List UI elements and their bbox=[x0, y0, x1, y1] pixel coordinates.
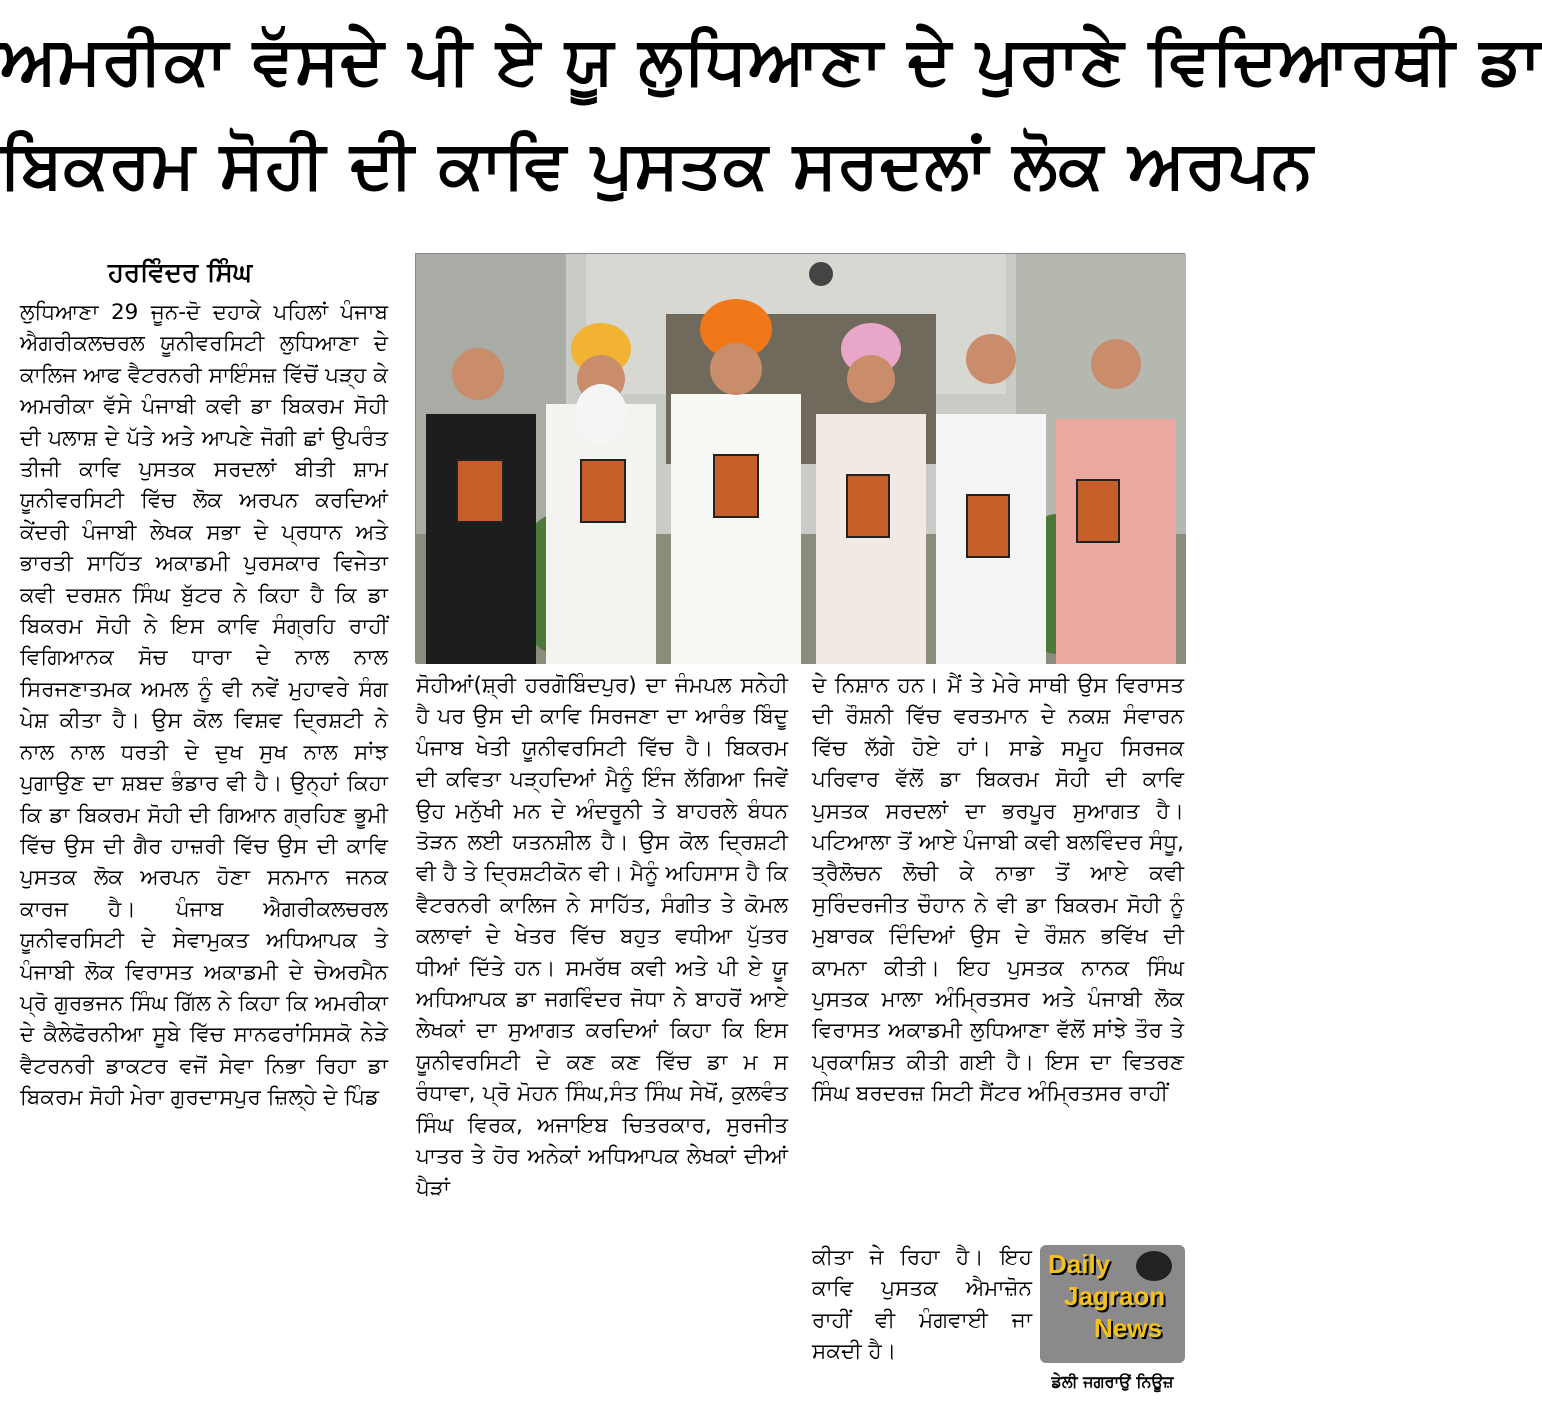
article-column-1: ਲੁਧਿਆਣਾ 29 ਜੂਨ-ਦੋ ਦਹਾਕੇ ਪਹਿਲਾਂ ਪੰਜਾਬ ਐਗਰੀਕਲਚਰਲ ਯੂਨੀਵਰਸਿਟੀ ਲੁਧਿਆਣਾ ਦੇ ਕਾਲਿਜ ਆਫ ਵੈਟਰਨਰੀ ਸਾਇੰਸਜ਼ ਵਿੱਚੋਂ ਪੜ੍ਹ ਕੇ ਅਮਰੀਕਾ ਵੱਸੇ ਪੰਜਾਬੀ ਕਵੀ ਡਾ ਬਿਕਰਮ ਸੋਹੀ ਦੀ ਪਲਾਸ਼ ਦੇ ਪੱਤੇ ਅਤੇ ਆਪਣੇ ਜੋਗੀ ਛਾਂ ਉਪਰੰਤ ਤੀਜੀ ਕਾਵਿ ਪੁਸਤਕ ਸਰਦਲਾਂ ਬੀਤੀ ਸ਼ਾਮ ਯੂਨੀਵਰਸਿਟੀ ਵਿੱਚ ਲੋਕ ਅਰਪਨ ਕਰਦਿਆਂ ਕੇਂਦਰੀ ਪੰਜਾਬੀ ਲੇਖਕ ਸਭਾ ਦੇ ਪ੍ਰਧਾਨ ਅਤੇ ਭਾਰਤੀ ਸਾਹਿੱਤ ਅਕਾਡਮੀ ਪੁਰਸਕਾਰ ਵਿਜੇਤਾ ਕਵੀ ਦਰਸ਼ਨ ਸਿੰਘ ਬੁੱਟਰ ਨੇ ਕਿਹਾ ਹੈ ਕਿ ਡਾ ਬਿਕਰਮ ਸੋਹੀ ਨੇ ਇਸ ਕਾਵਿ ਸੰਗ੍ਰਹਿ ਰਾਹੀਂ ਵਿਗਿਆਨਕ ਸੋਚ ਧਾਰਾ ਦੇ ਨਾਲ ਨਾਲ ਸਿਰਜਣਾਤਮਕ ਅਮਲ ਨੂੰ ਵੀ ਨਵੇਂ ਮੁਹਾਵਰੇ ਸੰਗ ਪੇਸ਼ ਕੀਤਾ ਹੈ। ਉਸ ਕੋਲ ਵਿਸ਼ਵ ਦ੍ਰਿਸ਼ਟੀ ਨੇ ਨਾਲ ਨਾਲ ਧਰਤੀ ਦੇ ਦੁਖ ਸੁਖ ਨਾਲ ਸਾਂਝ ਪੁਗਾਉਣ ਦਾ ਸ਼ਬਦ ਭੰਡਾਰ ਵੀ ਹੈ। ਉਨ੍ਹਾਂ ਕਿਹਾ ਕਿ ਡਾ ਬਿਕਰਮ ਸੋਹੀ ਦੀ ਗਿਆਨ ਗ੍ਰਹਿਣ ਭੂਮੀ ਵਿੱਚ ਉਸ ਦੀ ਗੈਰ ਹਾਜ਼ਰੀ ਵਿੱਚ ਉਸ ਦੀ ਕਾਵਿ ਪੁਸਤਕ ਲੋਕ ਅਰਪਨ ਹੋਣਾ ਸਨਮਾਨ ਜਨਕ ਕਾਰਜ ਹੈ। ਪੰਜਾਬ ਐਗਰੀਕਲਚਰਲ ਯੂਨੀਵਰਸਿਟੀ ਦੇ ਸੇਵਾਮੁਕਤ ਅਧਿਆਪਕ ਤੇ ਪੰਜਾਬੀ ਲੋਕ ਵਿਰਾਸਤ ਅਕਾਡਮੀ ਦੇ ਚੇਅਰਮੈਨ ਪ੍ਰੋ ਗੁਰਭਜਨ ਸਿੰਘ ਗਿੱਲ ਨੇ ਕਿਹਾ ਕਿ ਅਮਰੀਕਾ ਦੇ ਕੈਲੇਫੋਰਨੀਆ ਸੂਬੇ ਵਿੱਚ ਸਾਨਫਰਾਂਸਿਸਕੋ ਨੇੜੇ ਵੈਟਰਨਰੀ ਡਾਕਟਰ ਵਜੋਂ ਸੇਵਾ ਨਿਭਾ ਰਿਹਾ ਡਾ ਬਿਕਰਮ ਸੋਹੀ ਮੇਰਾ ਗੁਰਦਾਸਪੁਰ ਜ਼ਿਲ੍ਹੇ ਦੇ ਪਿੰਡ bbox=[20, 300, 388, 1111]
logo-word-jagraon: Jagraon bbox=[1064, 1281, 1166, 1311]
logo-word-daily: Daily bbox=[1048, 1249, 1111, 1279]
logo-word-news: News bbox=[1094, 1313, 1162, 1343]
headline-line-2: ਬਿਕਰਮ ਸੋਹੀ ਦੀ ਕਾਵਿ ਪੁਸਤਕ ਸਰਦਲਾਂ ਲੋਕ ਅਰਪਨ bbox=[0, 126, 1314, 203]
headline-line-1: ਅਮਰੀਕਾ ਵੱਸਦੇ ਪੀ ਏ ਯੂ ਲੁਧਿਆਣਾ ਦੇ ਪੁਰਾਣੇ ਵਿਦਿਆਰਥੀ ਡਾ bbox=[0, 22, 1542, 99]
group-photo bbox=[415, 253, 1185, 663]
logo-caption: ਡੇਲੀ ਜਗਰਾਉਂ ਨਿਊਜ਼ bbox=[1051, 1372, 1174, 1391]
microphone-icon bbox=[1136, 1251, 1172, 1281]
byline: ਹਰਵਿੰਦਰ ਸਿੰਘ bbox=[108, 258, 253, 288]
article-column-3-end: ਕੀਤਾ ਜੇ ਰਿਹਾ ਹੈ। ਇਹ ਕਾਵਿ ਪੁਸਤਕ ਐਮਾਜ਼ੋਨ ਰਾਹੀਂ ਵੀ ਮੰਗਵਾਈ ਜਾ ਸਕਦੀ ਹੈ। bbox=[812, 1245, 1032, 1365]
group-photo-illustration bbox=[416, 254, 1186, 664]
article-column-3: ਦੇ ਨਿਸ਼ਾਨ ਹਨ। ਮੈਂ ਤੇ ਮੇਰੇ ਸਾਥੀ ਉਸ ਵਿਰਾਸਤ ਦੀ ਰੌਸ਼ਨੀ ਵਿੱਚ ਵਰਤਮਾਨ ਦੇ ਨਕਸ਼ ਸੰਵਾਰਨ ਵਿੱਚ ਲੱਗੇ ਹੋਏ ਹਾਂ। ਸਾਡੇ ਸਮੂਹ ਸਿਰਜਕ ਪਰਿਵਾਰ ਵੱਲੋਂ ਡਾ ਬਿਕਰਮ ਸੋਹੀ ਦੀ ਕਾਵਿ ਪੁਸਤਕ ਸਰਦਲਾਂ ਦਾ ਭਰਪੂਰ ਸੁਆਗਤ ਹੈ। ਪਟਿਆਲਾ ਤੋਂ ਆਏ ਪੰਜਾਬੀ ਕਵੀ ਬਲਵਿੰਦਰ ਸੰਧੂ, ਤ੍ਰੈਲੋਚਨ ਲੋਚੀ ਕੇ ਨਾਭਾ ਤੋਂ ਆਏ ਕਵੀ ਸੁਰਿੰਦਰਜੀਤ ਚੌਹਾਨ ਨੇ ਵੀ ਡਾ ਬਿਕਰਮ ਸੋਹੀ ਨੂੰ ਮੁਬਾਰਕ ਦਿੰਦਿਆਂ ਉਸ ਦੇ ਰੌਸ਼ਨ ਭਵਿੱਖ ਦੀ ਕਾਮਨਾ ਕੀਤੀ। ਇਹ ਪੁਸਤਕ ਨਾਨਕ ਸਿੰਘ ਪੁਸਤਕ ਮਾਲਾ ਅੰਮ੍ਰਿਤਸਰ ਅਤੇ ਪੰਜਾਬੀ ਲੋਕ ਵਿਰਾਸਤ ਅਕਾਡਮੀ ਲੁਧਿਆਣਾ ਵੱਲੋਂ ਸਾਂਝੇ ਤੌਰ ਤੇ ਪ੍ਰਕਾਸ਼ਿਤ ਕੀਤੀ ਗਈ ਹੈ। ਇਸ ਦਾ ਵਿਤਰਣ ਸਿੰਘ ਬਰਦਰਜ਼ ਸਿਟੀ ਸੈਂਟਰ ਅੰਮ੍ਰਿਤਸਰ ਰਾਹੀਂ bbox=[812, 673, 1184, 1107]
daily-jagraon-news-logo bbox=[1040, 1245, 1185, 1363]
article-column-2: ਸੋਹੀਆਂ(ਸ਼੍ਰੀ ਹਰਗੋਬਿੰਦਪੁਰ) ਦਾ ਜੰਮਪਲ ਸਨੇਹੀ ਹੈ ਪਰ ਉਸ ਦੀ ਕਾਵਿ ਸਿਰਜਣਾ ਦਾ ਆਰੰਭ ਬਿੰਦੂ ਪੰਜਾਬ ਖੇਤੀ ਯੂਨੀਵਰਸਿਟੀ ਵਿੱਚ ਹੈ। ਬਿਕਰਮ ਦੀ ਕਵਿਤਾ ਪੜ੍ਹਦਿਆਂ ਮੈਨੂੰ ਇੰਜ ਲੱਗਿਆ ਜਿਵੇਂ ਉਹ ਮਨੁੱਖੀ ਮਨ ਦੇ ਅੰਦਰੂਨੀ ਤੇ ਬਾਹਰਲੇ ਬੰਧਨ ਤੋੜਨ ਲਈ ਯਤਨਸ਼ੀਲ ਹੈ। ਉਸ ਕੋਲ ਦ੍ਰਿਸ਼ਟੀ ਵੀ ਹੈ ਤੇ ਦ੍ਰਿਸ਼ਟੀਕੋਨ ਵੀ। ਮੈਨੂੰ ਅਹਿਸਾਸ ਹੈ ਕਿ ਵੈਟਰਨਰੀ ਕਾਲਿਜ ਨੇ ਸਾਹਿੱਤ, ਸੰਗੀਤ ਤੇ ਕੋਮਲ ਕਲਾਵਾਂ ਦੇ ਖੇਤਰ ਵਿੱਚ ਬਹੁਤ ਵਧੀਆ ਪੁੱਤਰ ਧੀਆਂ ਦਿੱਤੇ ਹਨ। ਸਮਰੱਥ ਕਵੀ ਅਤੇ ਪੀ ਏ ਯੂ ਅਧਿਆਪਕ ਡਾ ਜਗਵਿੰਦਰ ਜੋਧਾ ਨੇ ਬਾਹਰੋਂ ਆਏ ਲੇਖਕਾਂ ਦਾ ਸੁਆਗਤ ਕਰਦਿਆਂ ਕਿਹਾ ਕਿ ਇਸ ਯੂਨੀਵਰਸਿਟੀ ਦੇ ਕਣ ਕਣ ਵਿੱਚ ਡਾ ਮ ਸ ਰੰਧਾਵਾ, ਪ੍ਰੋ ਮੋਹਨ ਸਿੰਘ,ਸੰਤ ਸਿੰਘ ਸੇਖੋਂ, ਕੁਲਵੰਤ ਸਿੰਘ ਵਿਰਕ, ਅਜਾਇਬ ਚਿਤਰਕਾਰ, ਸੁਰਜੀਤ ਪਾਤਰ ਤੇ ਹੋਰ ਅਨੇਕਾਂ ਅਧਿਆਪਕ ਲੇਖਕਾਂ ਦੀਆਂ ਪੈੜਾਂ bbox=[416, 673, 788, 1201]
